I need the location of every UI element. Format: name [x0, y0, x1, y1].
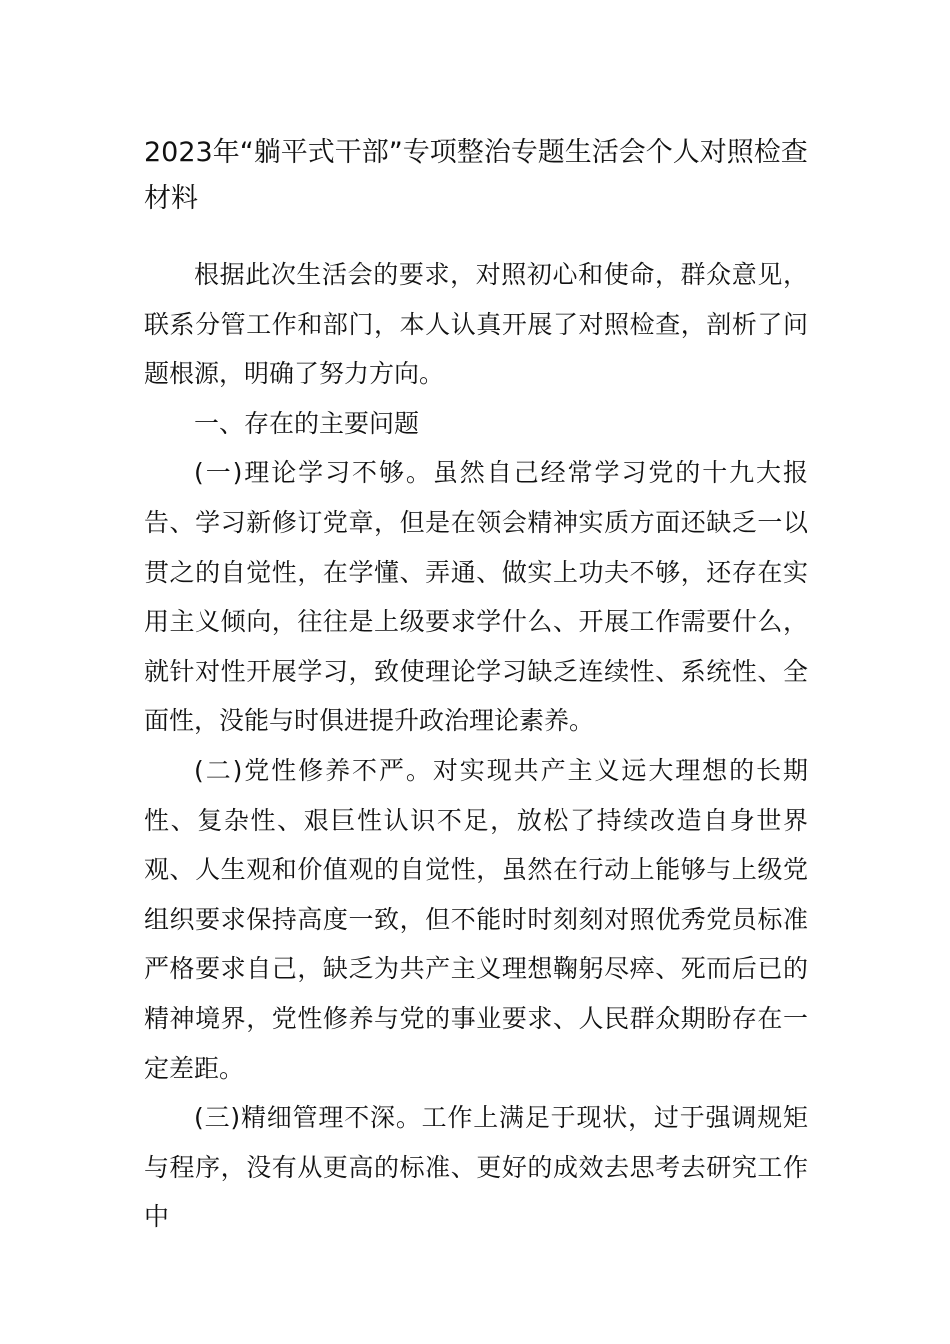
section-heading-main-problems: 一、存在的主要问题: [194, 408, 420, 438]
problem-paragraph-3: (三)精细管理不深。工作上满足于现状，过于强调规矩与程序，没有从更高的标准、更好的成效去思考去研究工作中: [144, 1103, 808, 1232]
intro-paragraph: 根据此次生活会的要求，对照初心和使命，群众意见，联系分管工作和部门，本人认真开展了对照检查，剖析了问题根源，明确了努力方向。: [144, 260, 808, 389]
document-body: [144, 250, 808, 1242]
document-title: 2023年“躺平式干部”专项整治专题生活会个人对照检查材料: [144, 137, 808, 214]
problem-paragraph-2: (二)党性修养不严。对实现共产主义远大理想的长期性、复杂性、艰巨性认识不足，放松了持续改造自身世界观、人生观和价值观的自觉性，虽然在行动上能够与上级党组织要求保持高度一致，但不能时时刻刻对照优秀党员标准严格要求自己，缺乏为共产主义理想鞠躬尽瘁、死而后已的精神境界，党性修养与党的事业要求、人民群众期盼存在一定差距。: [144, 755, 808, 1083]
problem-paragraph-1: (一)理论学习不够。虽然自己经常学习党的十九大报告、学习新修订党章，但是在领会精神实质方面还缺乏一以贯之的自觉性，在学懂、弄通、做实上功夫不够，还存在实用主义倾向，往往是上级要求学什么、开展工作需要什么，就针对性开展学习，致使理论学习缺乏连续性、系统性、全面性，没能与时俱进提升政治理论素养。: [144, 458, 808, 736]
